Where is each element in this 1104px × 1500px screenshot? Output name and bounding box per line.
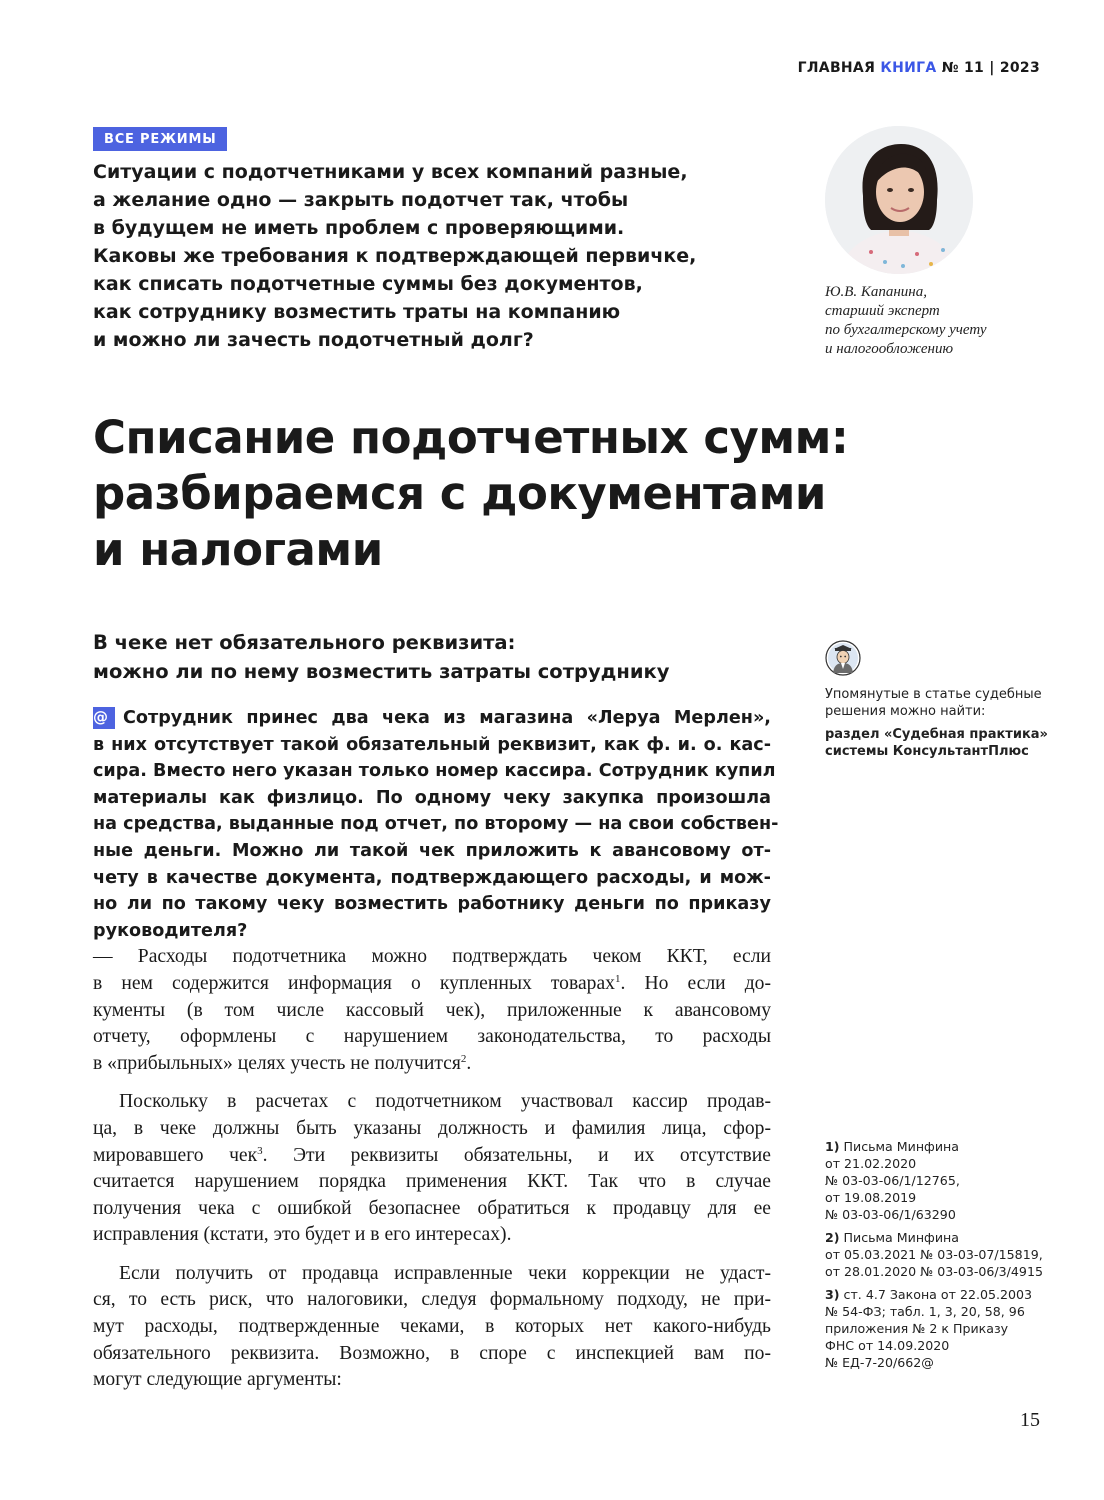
lead-line: в будущем не иметь проблем с проверяющими. bbox=[93, 217, 625, 239]
magazine-name: ГЛАВНАЯ bbox=[797, 60, 876, 76]
answer-paragraph bbox=[93, 1089, 771, 1249]
lead-line: Каковы же требования к подтверждающей первичке, bbox=[93, 245, 697, 267]
answer-paragraph bbox=[93, 944, 771, 1077]
author-caption bbox=[825, 283, 1055, 359]
section-heading-line: можно ли по нему возместить затраты сотруднику bbox=[93, 660, 670, 683]
title-line: Списание подотчетных сумм: bbox=[93, 411, 849, 464]
at-icon: @ bbox=[93, 707, 115, 729]
answer-line: могут следующие аргументы: bbox=[93, 1369, 342, 1391]
answer-line: в нем содержится информация о купленных товарах$^1$. Но если до- bbox=[93, 972, 771, 994]
note-bold-line: системы КонсультантПлюс bbox=[825, 744, 1029, 759]
note-bold-line: раздел «Судебная практика» bbox=[825, 727, 1048, 742]
answer-line: Если получить от продавца исправленные чеки коррекции не удаст- bbox=[119, 1262, 771, 1284]
note-line: решения можно найти: bbox=[825, 704, 986, 719]
magazine-name-accent: КНИГА bbox=[880, 60, 937, 76]
lead-line: а желание одно — закрыть подотчет так, чтобы bbox=[93, 189, 629, 211]
section-heading bbox=[93, 628, 793, 686]
answer-line: Поскольку в расчетах с подотчетником участвовал кассир продав- bbox=[119, 1091, 771, 1113]
question-line: @ Сотрудник принес два чека из магазина «Леруа Мерлен», bbox=[93, 708, 771, 728]
question-line: материалы как физлицо. По одному чеку закупка произошла bbox=[93, 787, 771, 808]
footnote-2: 2) Письма Минфина от 05.03.2021 № 03-03-07/15819, от 28.01.2020 № 03-03-06/3/4915 bbox=[825, 1230, 1043, 1279]
reader-question bbox=[93, 705, 779, 944]
issue-number: № 11 | 2023 bbox=[941, 60, 1040, 76]
footnote-ref: 1 bbox=[614, 972, 621, 985]
answer-line: ца, в чеке должны быть указаны должность и фамилия лица, сфор- bbox=[93, 1117, 771, 1139]
title-line: разбираемся с документами bbox=[93, 467, 826, 520]
question-line: сира. Вместо него указан только номер кассира. Сотрудник купил bbox=[93, 761, 776, 782]
answer-line: обязательного реквизита. Возможно, в споре с инспекцией вам по- bbox=[93, 1342, 771, 1364]
article-title bbox=[93, 410, 973, 578]
question-line: но ли по такому чеку возместить работнику деньги по приказу bbox=[93, 894, 771, 915]
answer-line: мут расходы, подтвержденные чеками, в которых нет какого-нибудь bbox=[93, 1316, 771, 1338]
rubric-tag: ВСЕ РЕЖИМЫ bbox=[93, 127, 227, 151]
lead-paragraph bbox=[93, 158, 773, 354]
answer-line: отчету, оформлены с нарушением законодательства, то расходы bbox=[93, 1026, 771, 1048]
lead-line: Ситуации с подотчетниками у всех компаний разные, bbox=[93, 161, 688, 183]
page-number: 15 bbox=[1020, 1409, 1040, 1431]
question-line: в них отсутствует такой обязательный реквизит, как ф. и. о. кас- bbox=[93, 734, 771, 755]
answer-line: ся, то есть риск, что налоговики, следуя формальному подходу, не при- bbox=[93, 1289, 771, 1311]
question-line: руководителя? bbox=[93, 920, 248, 941]
author-position: старший эксперт bbox=[825, 303, 940, 319]
author-photo bbox=[825, 126, 973, 274]
question-line: чету в качестве документа, подтверждающего расходы, и мож- bbox=[93, 867, 771, 888]
answer-line: считается нарушением порядка применения ККТ. Так что в случае bbox=[93, 1171, 771, 1193]
author-position: по бухгалтерскому учету bbox=[825, 322, 987, 338]
running-header bbox=[798, 60, 1040, 76]
footnotes bbox=[825, 1138, 1065, 1377]
answer-line: — Расходы подотчетника можно подтверждать чеком ККТ, если bbox=[93, 946, 771, 968]
lead-line: как сотруднику возместить траты на компанию bbox=[93, 301, 621, 323]
footnote-1: 1) Письма Минфина от 21.02.2020 № 03-03-06/1/12765, от 19.08.2019 № 03-03-06/1/63290 bbox=[825, 1139, 960, 1222]
answer-line: в «прибыльных» целях учесть не получится$^2$. bbox=[93, 1052, 472, 1074]
footnote-ref: 2 bbox=[460, 1052, 467, 1065]
article-body bbox=[93, 705, 779, 1394]
answer-line: кументы (в том числе кассовый чек), приложенные к авансовому bbox=[93, 999, 771, 1021]
court-practice-note bbox=[825, 686, 1065, 760]
answer-paragraph bbox=[93, 1261, 771, 1394]
author-name: Ю.В. Капанина, bbox=[825, 284, 927, 300]
footnote-ref: 3 bbox=[257, 1144, 263, 1157]
judge-icon bbox=[825, 640, 861, 676]
lead-line: как списать подотчетные суммы без документов, bbox=[93, 273, 643, 295]
title-line: и налогами bbox=[93, 523, 383, 576]
lead-line: и можно ли зачесть подотчетный долг? bbox=[93, 329, 534, 351]
question-line: ные деньги. Можно ли такой чек приложить к авансовому от- bbox=[93, 840, 771, 861]
answer-line: получения чека с ошибкой безопаснее обратиться к продавцу для ее bbox=[93, 1197, 771, 1219]
author-portrait-illustration bbox=[825, 126, 973, 274]
answer-line: исправления (кстати, это будет и в его интересах). bbox=[93, 1224, 512, 1246]
footnote-3: 3) ст. 4.7 Закона от 22.05.2003 № 54-ФЗ; табл. 1, 3, 20, 58, 96 приложения № 2 к Приказу ФНС от 14.09.2020 № ЕД-7-20/662@ bbox=[825, 1287, 1033, 1370]
section-heading-line: В чеке нет обязательного реквизита: bbox=[93, 631, 516, 654]
answer-line: мировавшего чек$^3$. Эти реквизиты обязательны, и их отсутствие bbox=[93, 1144, 771, 1166]
question-line: на средства, выданные под отчет, по второму — на свои собствен- bbox=[93, 814, 779, 835]
author-position: и налогообложению bbox=[825, 341, 954, 357]
note-line: Упомянутые в статье судебные bbox=[825, 687, 1042, 702]
